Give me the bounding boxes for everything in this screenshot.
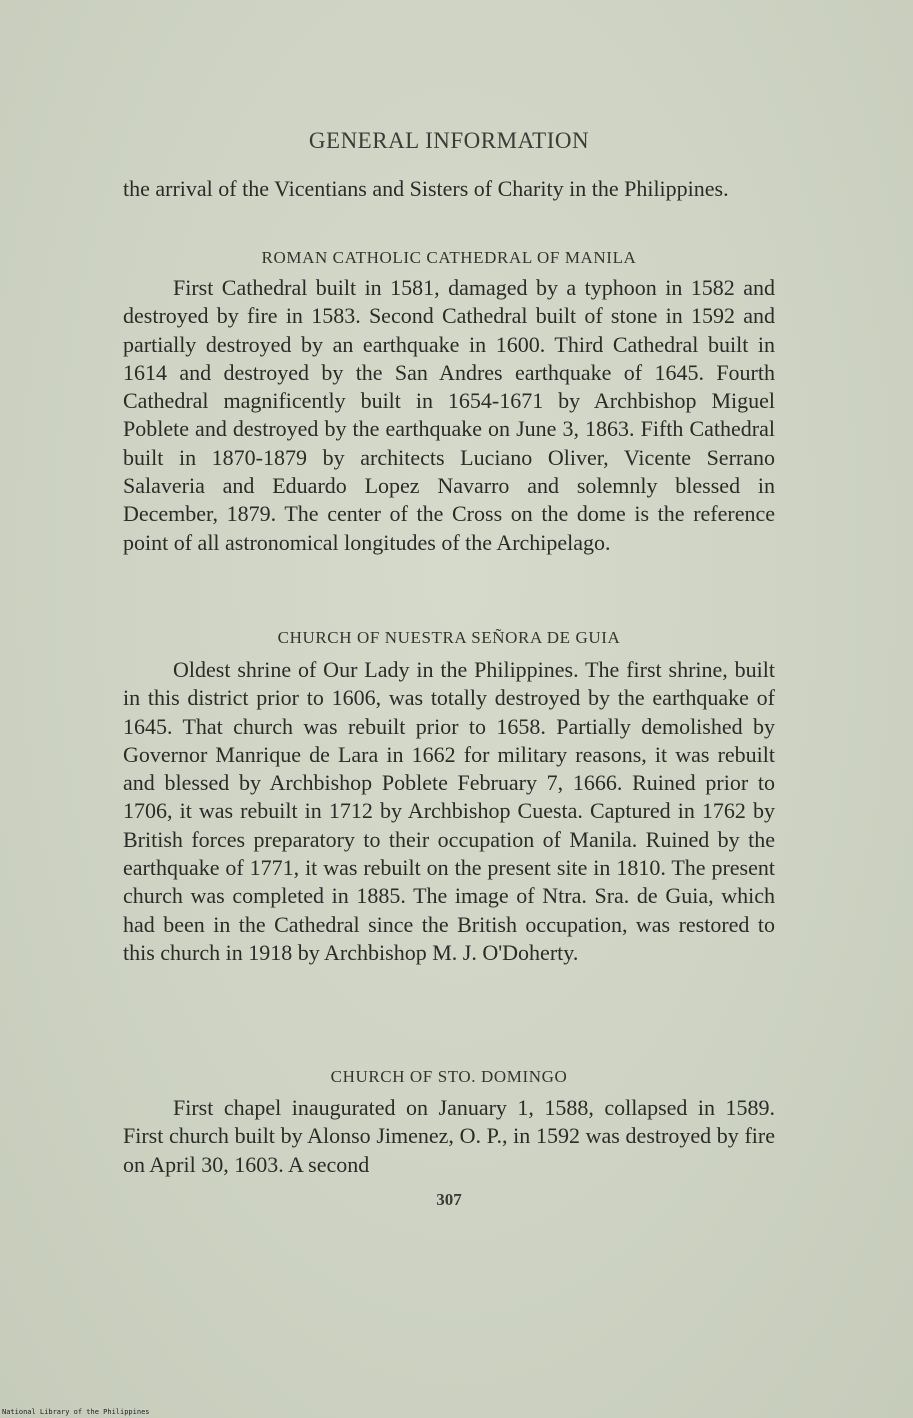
- sto-domingo-paragraph: First chapel inaugurated on January 1, 1588, collapsed in 1589. First church built by Alonso Jimenez, O. P., in 1592 was destroyed by fire on April 30, 1603. A second: [123, 1095, 775, 1177]
- heading-sto-domingo: CHURCH OF STO. DOMINGO: [330, 1067, 568, 1086]
- library-credit: National Library of the Philippines: [2, 1408, 150, 1416]
- heading-cathedral: ROMAN CATHOLIC CATHEDRAL OF MANILA: [261, 248, 637, 267]
- guia-paragraph: Oldest shrine of Our Lady in the Philippines. The first shrine, built in this district prior to 1606, was totally destroyed by the earthquake of 1645. That church was rebuilt prior to 1658. Partially demolished by Governor Manrique de Lara in 1662 for military reasons, it was rebuilt and blessed by Archbishop Poblete February 7, 1666. Ruined prior to 1706, it was rebuilt in 1712 by Archbishop Cuesta. Captured in 1762 by British forces preparatory to their occupation of Manila. Ruined by the earthquake of 1771, it was rebuilt on the present site in 1810. The present church was completed in 1885. The image of Ntra. Sra. de Guia, which had been in the Cathedral since the British occupation, was restored to this church in 1918 by Archbishop M. J. O'Doherty.: [123, 657, 775, 965]
- intro-continuation-paragraph: the arrival of the Vicentians and Sisters of Charity in the Philippines.: [123, 176, 729, 201]
- heading-guia: CHURCH OF NUESTRA SEÑORA DE GUIA: [277, 628, 621, 647]
- page-number: 307: [436, 1190, 462, 1209]
- running-head: GENERAL INFORMATION: [308, 128, 590, 153]
- cathedral-paragraph: First Cathedral built in 1581, damaged by a typhoon in 1582 and destroyed by fire in 1583. Second Cathedral built of stone in 1592 and partially destroyed by an earthquake in 1600. Third Cathedral built in 1614 and destroyed by the San Andres earthquake of 1645. Fourth Cathedral magnificently built in 1654-1671 by Archbishop Miguel Poblete and destroyed by the earthquake on June 3, 1863. Fifth Cathedral built in 1870-1879 by architects Luciano Oliver, Vicente Serrano Salaveria and Eduardo Lopez Navarro and solemnly blessed in December, 1879. The center of the Cross on the dome is the reference point of all astronomical longitudes of the Archipelago.: [123, 275, 775, 555]
